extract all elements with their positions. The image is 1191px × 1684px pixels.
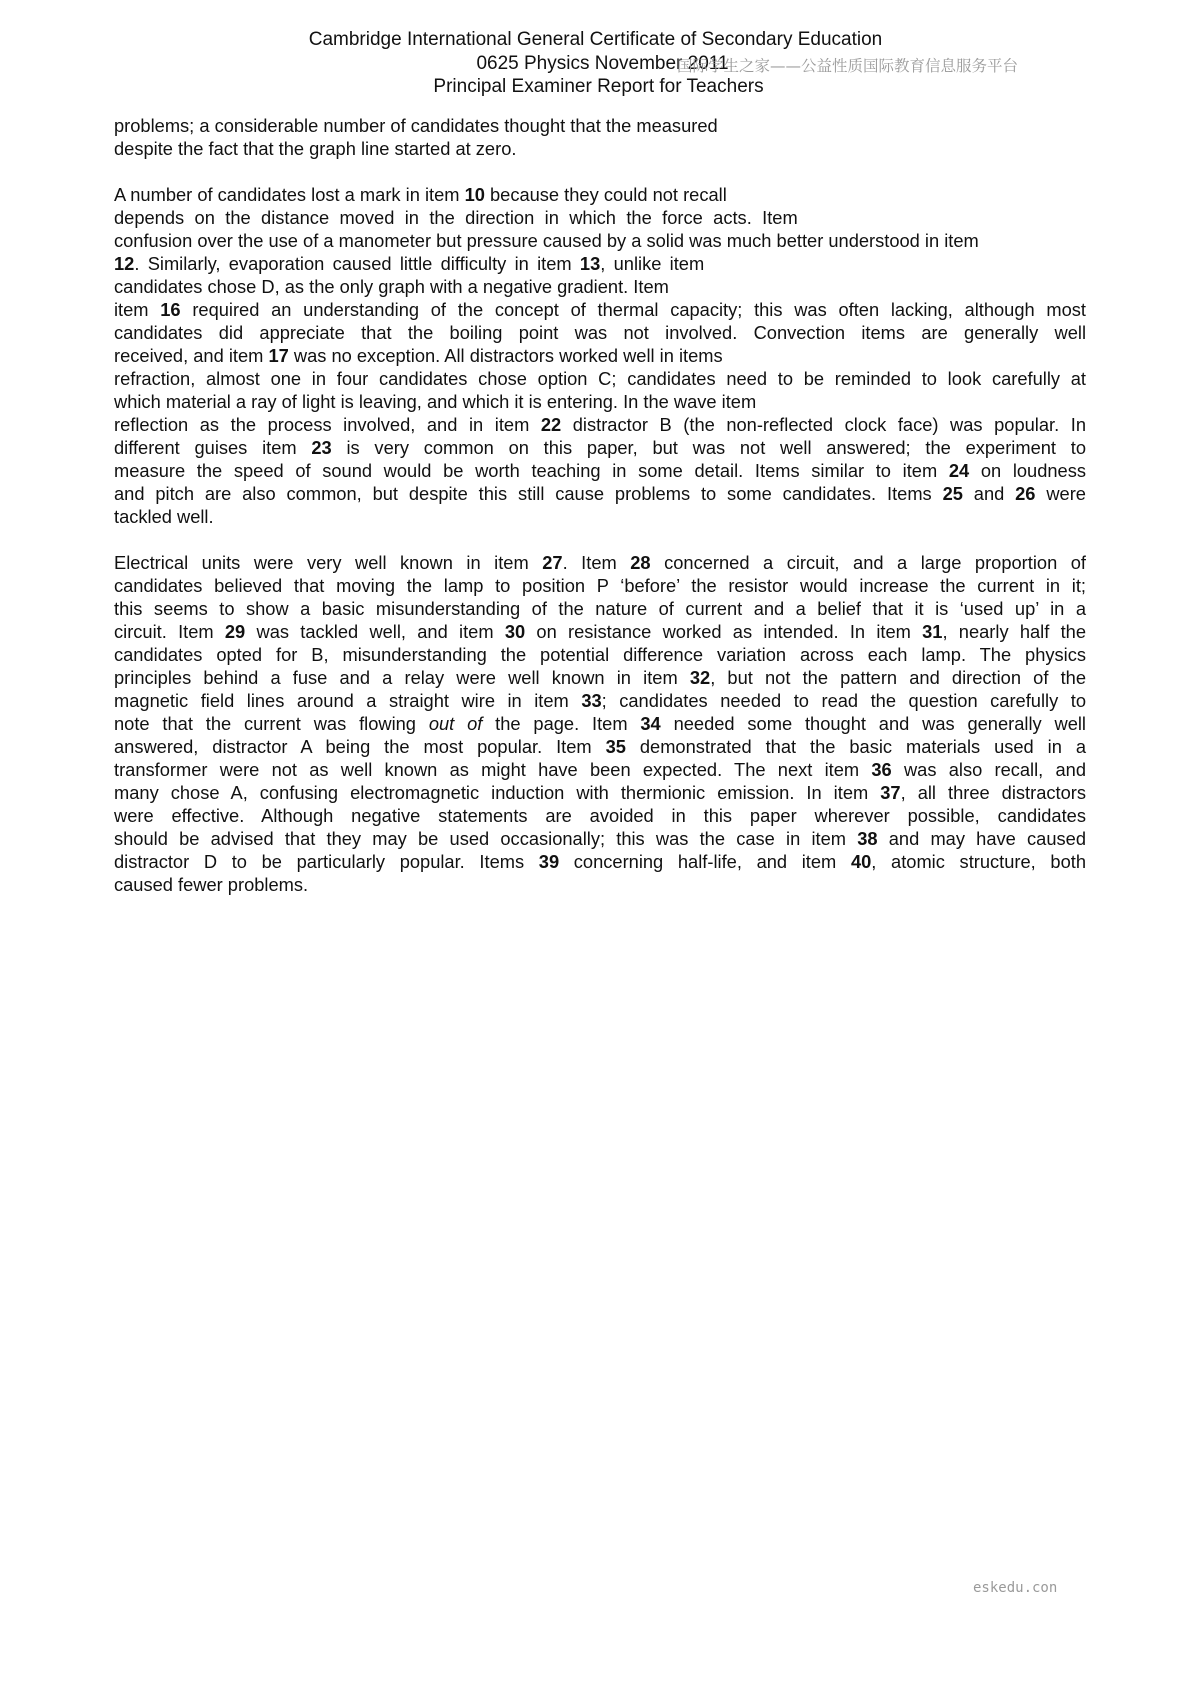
text-line: item 16 required an understanding of the concept of thermal capacity; this was often lacking, although most (114, 299, 1086, 320)
text-line: circuit. Item 29 was tackled well, and item 30 on resistance worked as intended. In item 31, nearly half the (114, 621, 1086, 642)
text-line: which material a ray of light is leaving, and which it is entering. In the wave item (114, 391, 757, 412)
text-line: refraction, almost one in four candidates chose option C; candidates need to be reminded to look carefully at (114, 368, 1086, 389)
text-line: candidates did appreciate that the boiling point was not involved. Convection items are generally well (114, 322, 1086, 343)
paragraph-spacer (114, 160, 1086, 183)
text-line: 12. Similarly, evaporation caused little difficulty in item 13, unlike item (114, 253, 705, 274)
text-line: A number of candidates lost a mark in item 10 because they could not recall (114, 184, 727, 205)
text-line: were effective. Although negative statements are avoided in this paper wherever possible, candidates (114, 805, 1086, 826)
text-line: tackled well. (114, 506, 214, 527)
report-body (114, 114, 1086, 896)
text-line: confusion over the use of a manometer but pressure caused by a solid was much better understood in item (114, 230, 979, 251)
text-line: received, and item 17 was no exception. All distractors worked well in items (114, 345, 723, 366)
text-line: this seems to show a basic misunderstanding of the nature of current and a belief that it is ‘used up’ in a (114, 598, 1086, 619)
text-line: candidates believed that moving the lamp to position P ‘before’ the resistor would increase the current in it; (114, 575, 1086, 596)
watermark-text: 国际学生之家——公益性质国际教育信息服务平台 (677, 57, 1019, 75)
text-line: many chose A, confusing electromagnetic induction with thermionic emission. In item 37, all three distractors (114, 782, 1086, 803)
text-line: measure the speed of sound would be worth teaching in some detail. Items similar to item 24 on loudness (114, 460, 1086, 481)
paragraph-spacer (114, 528, 1086, 551)
header-syllabus: 0625 Physics November 2011 (476, 52, 729, 74)
text-line: Electrical units were very well known in item 27. Item 28 concerned a circuit, and a large proportion of (114, 552, 1087, 573)
text-line: problems; a considerable number of candidates thought that the measured (114, 115, 718, 136)
text-line: reflection as the process involved, and in item 22 distractor B (the non-reflected clock face) was popular. In (114, 414, 1086, 435)
text-line: transformer were not as well known as might have been expected. The next item 36 was also recall, and (114, 759, 1086, 780)
text-line: magnetic field lines around a straight wire in item 33; candidates needed to read the question carefully to (114, 690, 1086, 711)
text-line: and pitch are also common, but despite this still cause problems to some candidates. Items 25 and 26 were (114, 483, 1086, 504)
text-line: different guises item 23 is very common on this paper, but was not well answered; the experiment to (114, 437, 1086, 458)
text-line: distractor D to be particularly popular. Items 39 concerning half-life, and item 40, atomic structure, both (114, 851, 1086, 872)
text-line: despite the fact that the graph line started at zero. (114, 138, 517, 159)
text-line: principles behind a fuse and a relay were well known in item 32, but not the pattern and direction of the (114, 667, 1086, 688)
header-exam-title: Cambridge International General Certificate of Secondary Education (308, 29, 883, 50)
text-line: should be advised that they may be used occasionally; this was the case in item 38 and may have caused (114, 828, 1086, 849)
paragraph-1 (114, 114, 1086, 160)
footer-site-mark: eskedu.con (973, 1580, 1058, 1596)
paragraph-2 (114, 183, 1086, 528)
text-line: answered, distractor A being the most popular. Item 35 demonstrated that the basic materials used in a (114, 736, 1086, 757)
text-line: caused fewer problems. (114, 874, 309, 895)
text-line: note that the current was flowing out of the page. Item 34 needed some thought and was generally well (114, 713, 1086, 734)
paragraph-3 (114, 551, 1086, 896)
header-report-title: Principal Examiner Report for Teachers (433, 76, 764, 97)
text-line: candidates chose D, as the only graph with a negative gradient. Item (114, 276, 669, 297)
text-line: candidates opted for B, misunderstanding the potential difference variation across each lamp. The physics (114, 644, 1086, 665)
text-line: depends on the distance moved in the direction in which the force acts. Item (114, 207, 798, 228)
